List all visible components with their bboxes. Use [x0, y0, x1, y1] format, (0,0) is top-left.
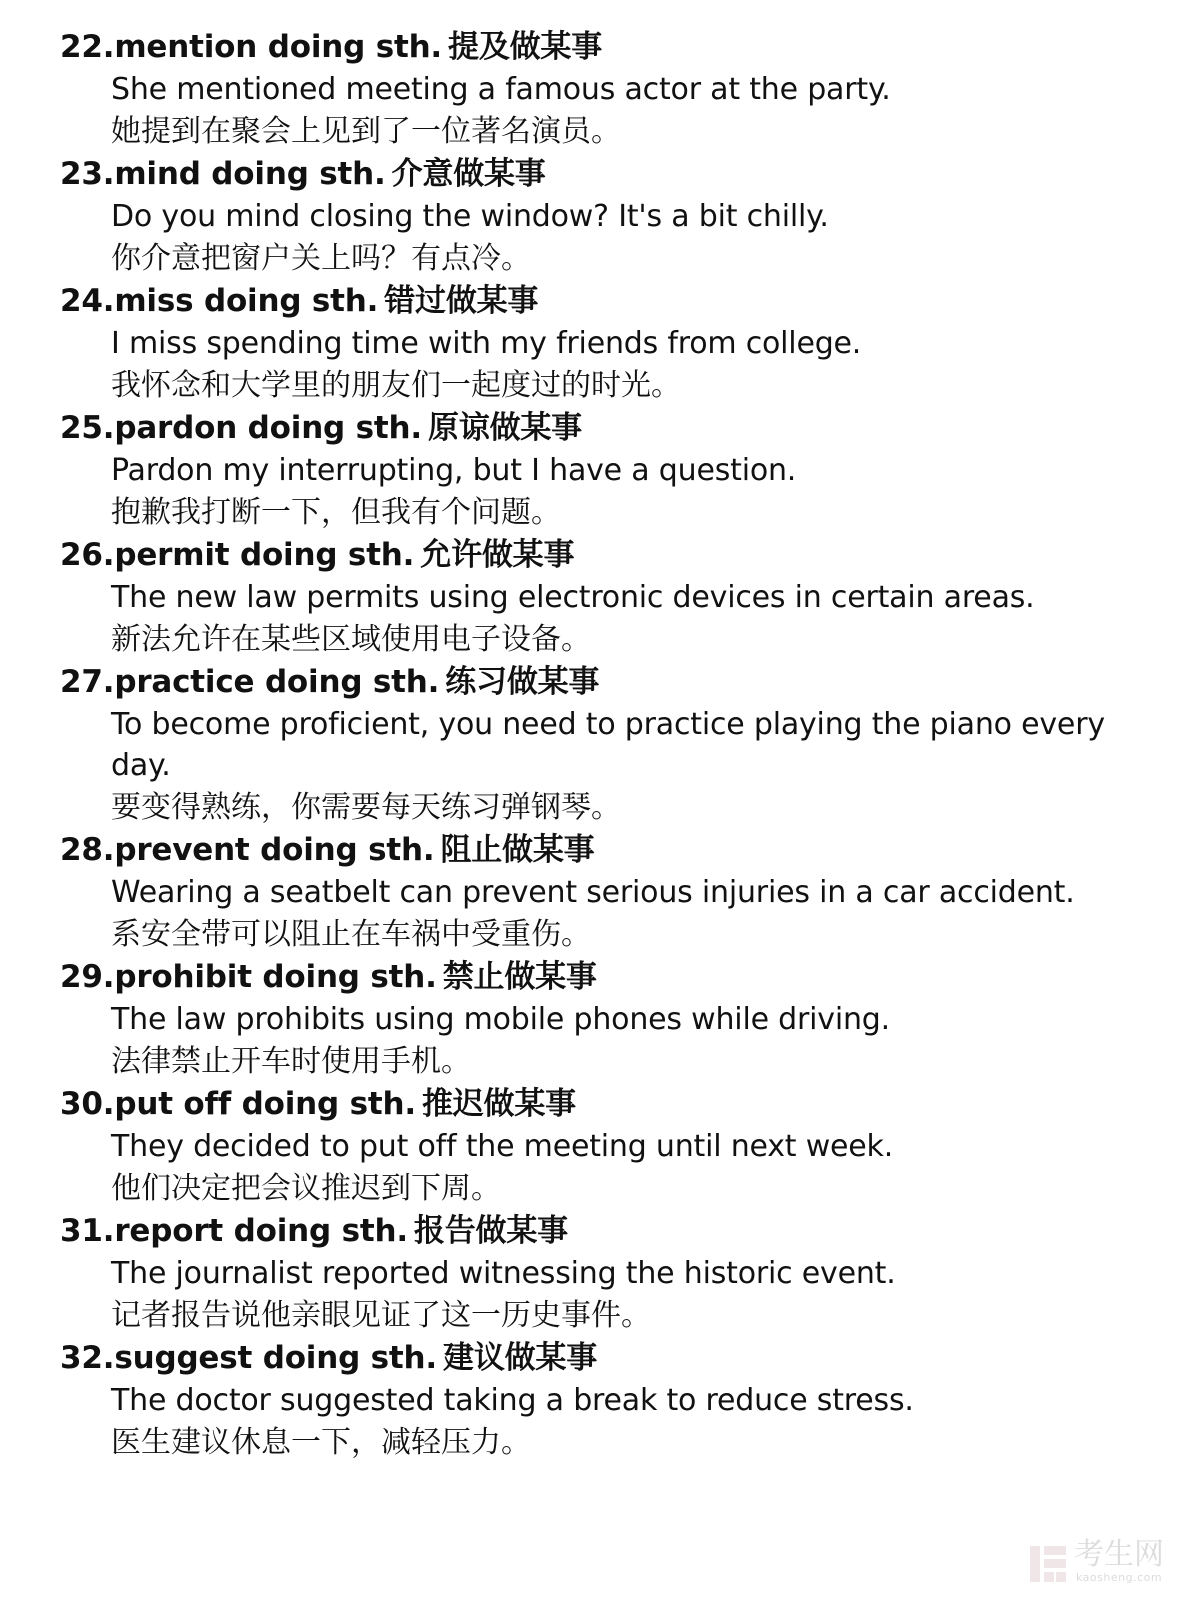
entry-number: 32.: [60, 1340, 115, 1376]
entry-number: 30.: [60, 1086, 115, 1122]
entry-phrase: permit doing sth.: [114, 537, 415, 573]
entry-number: 28.: [60, 832, 115, 868]
example-translation: 要变得熟练，你需要每天练习弹钢琴。: [111, 790, 621, 825]
entry-body: [60, 450, 1170, 534]
entry-meaning: 练习做某事: [445, 664, 600, 700]
list-item: [60, 534, 1170, 661]
entry-body: [60, 1126, 1170, 1210]
example-translation: 医生建议休息一下，减轻压力。: [111, 1425, 531, 1460]
example-sentence: Wearing a seatbelt can prevent serious injuries in a car accident.: [111, 875, 1075, 910]
entry-body: [60, 69, 1170, 153]
entry-meaning: 报告做某事: [413, 1213, 568, 1249]
example-sentence: The new law permits using electronic devices in certain areas.: [111, 580, 1035, 615]
list-item: [60, 153, 1170, 280]
entry-body: [60, 872, 1170, 956]
entry-number: 31.: [60, 1213, 115, 1249]
example-translation: 法律禁止开车时使用手机。: [111, 1044, 471, 1079]
entry-heading: [60, 956, 1170, 999]
example-sentence: The journalist reported witnessing the historic event.: [111, 1256, 896, 1291]
entry-phrase: pardon doing sth.: [114, 410, 422, 446]
entry-phrase: suggest doing sth.: [114, 1340, 438, 1376]
example-sentence: Do you mind closing the window? It's a bit chilly.: [111, 199, 829, 234]
entry-heading: [60, 407, 1170, 450]
entry-heading: [60, 829, 1170, 872]
example-sentence: They decided to put off the meeting until next week.: [111, 1129, 894, 1164]
entry-body: [60, 704, 1170, 829]
entry-number: 22.: [60, 29, 115, 65]
list-item: [60, 407, 1170, 534]
entry-meaning: 允许做某事: [420, 537, 575, 573]
example-translation: 系安全带可以阻止在车祸中受重伤。: [111, 917, 591, 952]
list-item: [60, 661, 1170, 829]
entry-heading: [60, 1210, 1170, 1253]
entry-heading: [60, 26, 1170, 69]
entry-meaning: 介意做某事: [391, 156, 546, 192]
example-translation: 记者报告说他亲眼见证了这一历史事件。: [111, 1298, 651, 1333]
entry-meaning: 原谅做某事: [427, 410, 582, 446]
entry-phrase: mind doing sth.: [114, 156, 386, 192]
entry-body: [60, 1380, 1170, 1464]
list-item: [60, 956, 1170, 1083]
entry-heading: [60, 153, 1170, 196]
watermark: [1028, 1538, 1178, 1588]
entry-phrase: practice doing sth.: [114, 664, 440, 700]
entry-body: [60, 1253, 1170, 1337]
example-translation: 我怀念和大学里的朋友们一起度过的时光。: [111, 368, 681, 403]
entry-heading: [60, 661, 1170, 704]
example-sentence: To become proficient, you need to practice playing the piano every day.: [111, 707, 1105, 783]
example-sentence: I miss spending time with my friends from college.: [111, 326, 862, 361]
entry-body: [60, 577, 1170, 661]
entry-meaning: 提及做某事: [448, 29, 603, 65]
entry-meaning: 推迟做某事: [421, 1086, 576, 1122]
example-translation: 他们决定把会议推迟到下周。: [111, 1171, 501, 1206]
entry-number: 23.: [60, 156, 115, 192]
entry-heading: [60, 1337, 1170, 1380]
entry-body: [60, 196, 1170, 280]
entry-meaning: 建议做某事: [443, 1340, 598, 1376]
entry-number: 24.: [60, 283, 115, 319]
entry-body: [60, 999, 1170, 1083]
entry-heading: [60, 280, 1170, 323]
entry-number: 29.: [60, 959, 115, 995]
list-item: [60, 1083, 1170, 1210]
entry-meaning: 错过做某事: [384, 283, 539, 319]
list-item: [60, 829, 1170, 956]
list-item: [60, 280, 1170, 407]
list-item: [60, 26, 1170, 153]
entry-phrase: mention doing sth.: [114, 29, 443, 65]
entry-phrase: put off doing sth.: [114, 1086, 416, 1122]
entry-meaning: 禁止做某事: [442, 959, 597, 995]
entry-number: 25.: [60, 410, 115, 446]
entry-heading: [60, 534, 1170, 577]
entry-phrase: miss doing sth.: [114, 283, 379, 319]
phrase-list: [60, 26, 1170, 1464]
entry-number: 26.: [60, 537, 115, 573]
entry-phrase: prevent doing sth.: [114, 832, 435, 868]
entry-phrase: prohibit doing sth.: [114, 959, 437, 995]
watermark-name: 考生网: [1074, 1537, 1164, 1572]
example-sentence: The law prohibits using mobile phones while driving.: [111, 1002, 890, 1037]
entry-number: 27.: [60, 664, 115, 700]
entry-meaning: 阻止做某事: [440, 832, 595, 868]
list-item: [60, 1210, 1170, 1337]
example-translation: 她提到在聚会上见到了一位著名演员。: [111, 114, 621, 149]
example-translation: 你介意把窗户关上吗？有点冷。: [111, 241, 531, 276]
example-sentence: Pardon my interrupting, but I have a question.: [111, 453, 797, 488]
example-sentence: She mentioned meeting a famous actor at the party.: [111, 72, 891, 107]
entry-phrase: report doing sth.: [114, 1213, 408, 1249]
example-translation: 抱歉我打断一下，但我有个问题。: [111, 495, 561, 530]
list-item: [60, 1337, 1170, 1464]
kaosheng-logo-icon: [1028, 1544, 1068, 1584]
watermark-domain: kaosheng.com: [1076, 1571, 1163, 1584]
entry-body: [60, 323, 1170, 407]
entry-heading: [60, 1083, 1170, 1126]
example-sentence: The doctor suggested taking a break to reduce stress.: [111, 1383, 914, 1418]
example-translation: 新法允许在某些区域使用电子设备。: [111, 622, 591, 657]
